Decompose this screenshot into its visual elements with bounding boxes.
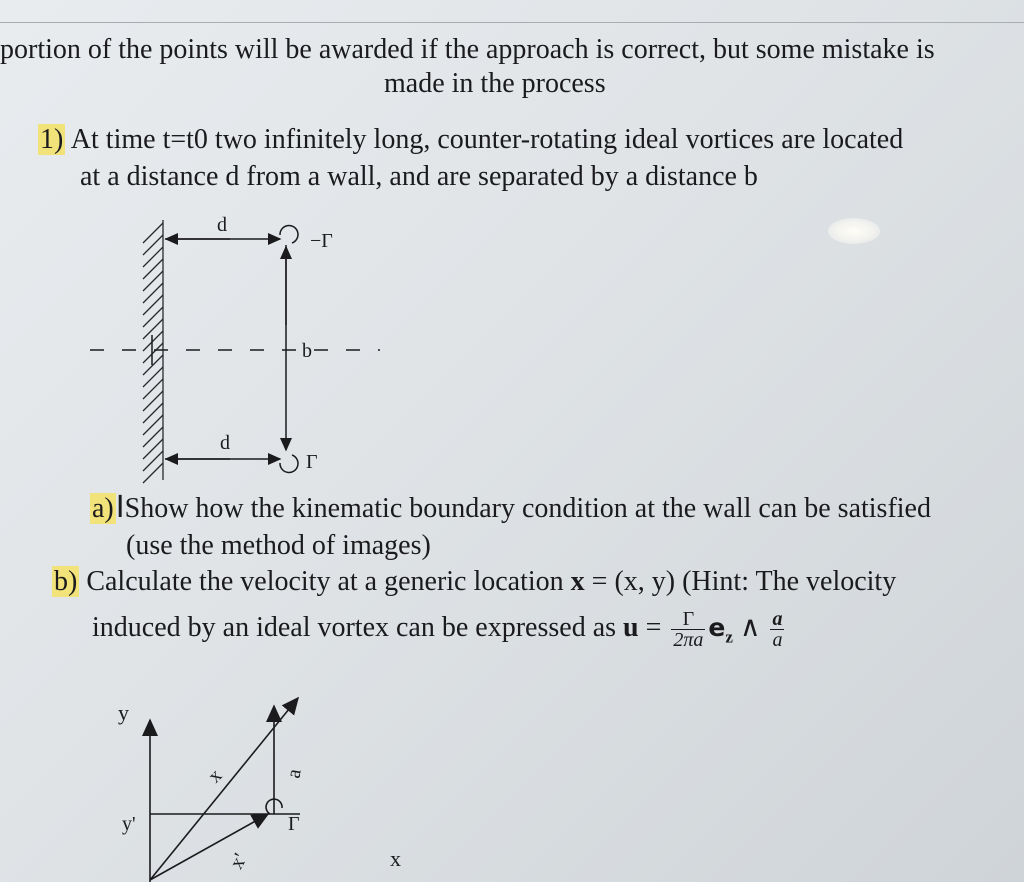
vortex-wall-diagram bbox=[80, 205, 400, 490]
fraction-a-over-a bbox=[770, 609, 784, 650]
problem-statement-1 bbox=[38, 124, 903, 156]
unit-vector-e: e bbox=[708, 612, 726, 642]
frac-denominator: 2πa bbox=[673, 629, 704, 651]
label-b: b bbox=[302, 340, 312, 362]
vector-x: x bbox=[570, 566, 585, 597]
label-d-top: d bbox=[217, 214, 227, 236]
fraction-gamma-over-2pi-a bbox=[671, 609, 705, 650]
part-b-label: b) bbox=[54, 566, 78, 597]
part-b-eq-1: = (x, y) (Hint: The velocity bbox=[584, 566, 897, 597]
frac-numerator: Γ bbox=[671, 609, 705, 630]
label-d-bottom: d bbox=[220, 432, 230, 454]
label-y: y bbox=[118, 700, 129, 725]
part-a-text-1: Show how the kinematic boundary condition at the wall can be satisfied bbox=[124, 493, 931, 524]
label-vec-xprime: x' bbox=[225, 849, 252, 873]
problem-line-2: at a distance d from a wall, and are separated by a distance b bbox=[80, 161, 758, 192]
unit-vector-subscript: z bbox=[725, 627, 733, 647]
vector-u: u bbox=[623, 611, 639, 643]
wall-hatching bbox=[143, 220, 163, 483]
coordinate-vector-diagram bbox=[100, 690, 440, 882]
wedge-operator: ∧ bbox=[732, 611, 768, 643]
label-vec-x: x bbox=[203, 764, 227, 788]
problem-number: 1) bbox=[40, 124, 64, 155]
label-gamma: Γ bbox=[306, 451, 318, 473]
light-glare bbox=[828, 218, 880, 244]
problem-line-1: At time t=t0 two infinitely long, counter-rotating ideal vortices are located bbox=[70, 124, 904, 155]
part-b-text-2: induced by an ideal vortex can be expressed as bbox=[92, 611, 624, 643]
text-cursor-icon: I bbox=[115, 490, 125, 525]
intro-line-1: portion of the points will be awarded if the approach is correct, but some mistake is bbox=[0, 34, 935, 65]
part-b-line-2 bbox=[92, 609, 787, 654]
label-yprime: y' bbox=[122, 813, 136, 835]
vortex-top-swirl bbox=[280, 226, 298, 243]
frac2-denominator: a bbox=[772, 629, 783, 651]
vector-xprime-line bbox=[150, 814, 268, 880]
part-b-line-1 bbox=[52, 566, 896, 598]
intro-line-2: made in the process bbox=[384, 68, 606, 99]
frac2-numerator: a bbox=[772, 608, 783, 630]
part-a-line-1 bbox=[90, 492, 931, 525]
vector-x-line bbox=[150, 698, 298, 880]
label-vec-a: a bbox=[282, 767, 306, 780]
label-neg-gamma: −Γ bbox=[310, 230, 333, 252]
label-gamma: Γ bbox=[288, 813, 300, 835]
part-a-label: a) bbox=[92, 493, 114, 524]
label-x-axis: x bbox=[390, 846, 401, 871]
part-b-text-1: Calculate the velocity at a generic location bbox=[86, 566, 571, 597]
vortex-bottom-swirl bbox=[280, 455, 298, 472]
equals-sign: = bbox=[638, 611, 669, 643]
part-a-line-2: (use the method of images) bbox=[126, 530, 431, 561]
page-top-rule bbox=[0, 22, 1024, 23]
